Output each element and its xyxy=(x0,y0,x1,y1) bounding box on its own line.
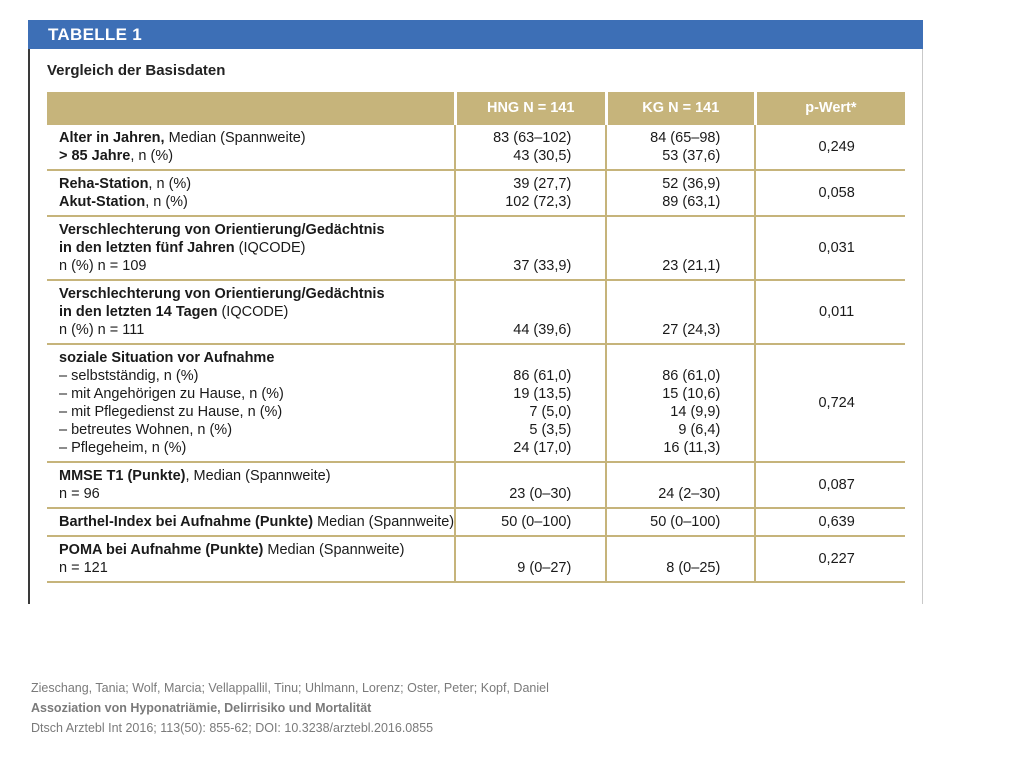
p-value: 0,058 xyxy=(755,170,905,216)
header-hng: HNG N = 141 xyxy=(455,92,606,124)
p-value: 0,724 xyxy=(755,344,905,462)
row-label-line xyxy=(59,485,454,503)
row-label-segment: , n (%) xyxy=(148,176,192,192)
table-row xyxy=(47,462,905,508)
row-label-segment: n = 96 xyxy=(59,486,100,502)
table-bottom-rule xyxy=(47,582,905,583)
row-label xyxy=(47,536,455,582)
row-label-line xyxy=(59,285,454,303)
p-value: 0,031 xyxy=(755,216,905,280)
row-label-line xyxy=(59,257,454,275)
row-label xyxy=(47,508,455,536)
kg-value: 53 (37,6) xyxy=(662,148,721,164)
kg-value: 84 (65–98) xyxy=(650,130,721,146)
row-label-segment: , n (%) xyxy=(145,194,188,210)
kg-value: 8 (0–25) xyxy=(666,560,721,576)
row-label-segment: (IQCODE) xyxy=(217,304,289,320)
row-label-segment: (IQCODE) xyxy=(234,240,306,256)
bottom-rule-cell xyxy=(455,582,606,583)
row-label-segment: Reha-Station xyxy=(59,176,149,192)
row-label-segment: Median (Spannweite) xyxy=(164,130,306,146)
row-label-line xyxy=(59,467,454,485)
kg-value-cell xyxy=(606,280,755,344)
row-label xyxy=(47,280,455,344)
row-label-segment: – betreutes Wohnen, n (%) xyxy=(59,422,233,438)
row-label-segment: Median (Spannweite) xyxy=(313,514,455,530)
citation-title: Assoziation von Hyponatriämie, Delirrisiko und Mortalität xyxy=(31,701,372,715)
citation-source: Dtsch Arztebl Int 2016; 113(50): 855-62; DOI: 10.3238/arztebl.2016.0855 xyxy=(31,721,434,735)
kg-value: 89 (63,1) xyxy=(662,194,721,210)
hng-value: 9 (0–27) xyxy=(517,560,572,576)
row-label-line xyxy=(59,349,454,367)
hng-value-cell xyxy=(455,344,606,462)
kg-value-cell xyxy=(606,170,755,216)
table-row xyxy=(47,508,905,536)
hng-value: 5 (3,5) xyxy=(529,422,572,438)
table-row xyxy=(47,170,905,216)
kg-value-cell xyxy=(606,462,755,508)
row-label-line xyxy=(59,421,454,439)
kg-value: 86 (61,0) xyxy=(662,368,721,384)
kg-value: 52 (36,9) xyxy=(662,176,721,192)
kg-value: 14 (9,9) xyxy=(670,404,721,420)
row-label-line xyxy=(59,129,454,147)
p-value: 0,249 xyxy=(755,124,905,170)
row-label-segment: Barthel-Index bei Aufnahme (Punkte) xyxy=(59,514,314,530)
row-label-line xyxy=(59,559,454,577)
table-row xyxy=(47,216,905,280)
kg-value: 23 (21,1) xyxy=(662,258,721,274)
row-label-line xyxy=(59,403,454,421)
hng-value-cell xyxy=(455,536,606,582)
kg-value-cell xyxy=(606,216,755,280)
row-label-line xyxy=(59,175,454,193)
row-label-segment: Alter in Jahren, xyxy=(59,130,165,146)
row-label-line xyxy=(59,385,454,403)
row-label-line xyxy=(59,541,454,559)
p-value: 0,011 xyxy=(755,280,905,344)
row-label-line xyxy=(59,147,454,165)
row-label-segment: > 85 Jahre xyxy=(59,148,131,164)
table-subtitle: Vergleich der Basisdaten xyxy=(47,62,226,79)
row-label xyxy=(47,124,455,170)
bottom-rule-cell xyxy=(606,582,755,583)
table-header-row xyxy=(47,92,905,124)
row-label-segment: Median (Spannweite) xyxy=(263,542,405,558)
row-label-segment: , n (%) xyxy=(130,148,174,164)
p-value: 0,639 xyxy=(755,508,905,536)
row-label-segment: – Pflegeheim, n (%) xyxy=(59,440,187,456)
row-label-line xyxy=(59,303,454,321)
hng-value: 44 (39,6) xyxy=(513,322,572,338)
row-label xyxy=(47,216,455,280)
table-row xyxy=(47,344,905,462)
row-label-line xyxy=(59,513,454,531)
table-row xyxy=(47,124,905,170)
table-row xyxy=(47,280,905,344)
kg-value: 27 (24,3) xyxy=(662,322,721,338)
row-label-segment: Verschlechterung von Orientierung/Gedächtnis xyxy=(59,286,385,302)
hng-value-cell xyxy=(455,216,606,280)
row-label-line xyxy=(59,321,454,339)
hng-value: 19 (13,5) xyxy=(513,386,572,402)
row-label-segment: POMA bei Aufnahme (Punkte) xyxy=(59,542,264,558)
hng-value: 86 (61,0) xyxy=(513,368,572,384)
row-label-segment: Verschlechterung von Orientierung/Gedächtnis xyxy=(59,222,385,238)
kg-value: 15 (10,6) xyxy=(662,386,721,402)
row-label-segment: MMSE T1 (Punkte) xyxy=(59,468,186,484)
hng-value-cell xyxy=(455,170,606,216)
row-label xyxy=(47,462,455,508)
hng-value: 37 (33,9) xyxy=(513,258,572,274)
kg-value: 16 (11,3) xyxy=(663,440,721,456)
row-label-line xyxy=(59,367,454,385)
table-body xyxy=(47,124,905,583)
row-label-segment: – mit Angehörigen zu Hause, n (%) xyxy=(59,386,284,402)
p-value: 0,087 xyxy=(755,462,905,508)
row-label-segment: in den letzten fünf Jahren xyxy=(59,240,235,256)
row-label-segment: , Median (Spannweite) xyxy=(185,468,331,484)
row-label xyxy=(47,170,455,216)
row-label-line xyxy=(59,193,454,211)
hng-value-cell xyxy=(455,462,606,508)
hng-value: 7 (5,0) xyxy=(529,404,572,420)
citation xyxy=(31,678,549,738)
row-label-segment: n (%) n = 109 xyxy=(59,258,147,274)
row-label-segment: Akut-Station xyxy=(59,194,146,210)
kg-value-cell xyxy=(606,344,755,462)
hng-value: 50 (0–100) xyxy=(501,514,572,530)
baseline-data-table xyxy=(47,92,905,583)
header-p-value: p-Wert* xyxy=(755,92,905,124)
row-label-line xyxy=(59,439,454,457)
row-label-segment: – selbstständig, n (%) xyxy=(59,368,199,384)
row-label xyxy=(47,344,455,462)
hng-value-cell xyxy=(455,280,606,344)
row-label-line xyxy=(59,239,454,257)
row-label-segment: n (%) n = 111 xyxy=(59,322,145,338)
p-value: 0,227 xyxy=(755,536,905,582)
kg-value-cell xyxy=(606,508,755,536)
hng-value: 39 (27,7) xyxy=(513,176,572,192)
hng-value-cell xyxy=(455,508,606,536)
hng-value-cell xyxy=(455,124,606,170)
hng-value: 43 (30,5) xyxy=(513,148,572,164)
row-label-segment: in den letzten 14 Tagen xyxy=(59,304,218,320)
header-kg: KG N = 141 xyxy=(606,92,755,124)
bottom-rule-cell xyxy=(755,582,905,583)
hng-value: 83 (63–102) xyxy=(493,130,572,146)
kg-value-cell xyxy=(606,536,755,582)
citation-authors: Zieschang, Tania; Wolf, Marcia; Vellappallil, Tinu; Uhlmann, Lorenz; Oster, Peter; Kopf, Daniel xyxy=(31,681,549,695)
bottom-rule-cell xyxy=(47,582,455,583)
hng-value: 23 (0–30) xyxy=(509,486,572,502)
kg-value: 9 (6,4) xyxy=(678,422,721,438)
row-label-segment: soziale Situation vor Aufnahme xyxy=(59,350,275,366)
hng-value: 24 (17,0) xyxy=(513,440,572,456)
kg-value: 50 (0–100) xyxy=(650,514,721,530)
row-label-segment: n = 121 xyxy=(59,560,108,576)
row-label-segment: – mit Pflegedienst zu Hause, n (%) xyxy=(59,404,283,420)
table-row xyxy=(47,536,905,582)
header-label-column xyxy=(47,92,455,124)
kg-value-cell xyxy=(606,124,755,170)
hng-value: 102 (72,3) xyxy=(505,194,572,210)
table-banner: TABELLE 1 xyxy=(28,20,923,49)
row-label-line xyxy=(59,221,454,239)
kg-value: 24 (2–30) xyxy=(658,486,721,502)
